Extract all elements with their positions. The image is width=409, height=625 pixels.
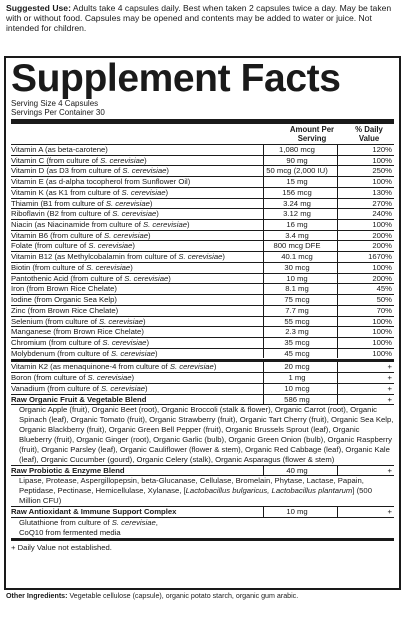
nutrient-dv: 100%: [372, 177, 392, 187]
blend-dv: +: [387, 507, 392, 517]
nutrient-row: [11, 251, 394, 262]
nutrient-name: Niacin (as Niacinamide from culture of S. cerevisiae): [11, 220, 190, 230]
nutrient-dv: 270%: [372, 198, 392, 208]
nutrient-name: Chromium (from culture of S. cerevisiae): [11, 337, 149, 347]
blend-name: Raw Organic Fruit & Vegetable Blend: [11, 394, 147, 404]
blend-row: [11, 465, 394, 476]
nutrient-amount: 1 mg: [288, 373, 306, 383]
nutrient-dv: 200%: [372, 241, 392, 251]
nutrient-amount: 10 mg: [286, 273, 308, 283]
nutrient-dv: 120%: [372, 145, 392, 154]
nutrient-name: Molybdenum (from culture of S. cerevisiae): [11, 348, 158, 358]
nutrient-amount: 40.1 mcg: [281, 252, 313, 262]
footnote: + Daily Value not established.: [11, 538, 394, 555]
dv-header: [346, 126, 392, 143]
nutrient-name: Folate (from culture of S. cerevisiae): [11, 241, 135, 251]
nutrient-dv: 100%: [372, 327, 392, 337]
nutrient-amount: 10 mcg: [284, 383, 310, 393]
nutrient-row: [11, 316, 394, 327]
nutrient-name: Vitamin C (from culture of S. cerevisiae): [11, 155, 147, 165]
nutrient-amount: 16 mg: [286, 220, 308, 230]
nutrient-row: [11, 219, 394, 230]
nutrient-row: [11, 262, 394, 273]
nutrient-amount: 8.1 mg: [285, 284, 309, 294]
nutrient-row: [11, 273, 394, 284]
nutrient-dv: 1670%: [368, 252, 392, 262]
nutrient-amount: 55 mcg: [284, 316, 310, 326]
nutrient-name: Vitamin K2 (as menaquinone-4 from culture of S. cerevisiae): [11, 362, 217, 372]
nutrient-dv: +: [387, 383, 392, 393]
nutrient-dv: 70%: [376, 305, 392, 315]
nutrient-name: Vanadium (from culture of S. cerevisiae): [11, 383, 148, 393]
nutrient-amount: 156 mcg: [282, 187, 312, 197]
nutrient-amount: 1,080 mcg: [279, 145, 315, 154]
suggested-use-label: Suggested Use:: [6, 3, 71, 13]
blend-row: [11, 394, 394, 405]
nutrient-name: Iron (from Brown Rice Chelate): [11, 284, 117, 294]
nutrient-name: Manganese (from Brown Rice Chelate): [11, 327, 144, 337]
nutrient-dv: +: [387, 362, 392, 372]
nutrient-name: Thiamin (B1 from culture of S. cerevisiae): [11, 198, 153, 208]
nutrient-amount: 7.7 mg: [285, 305, 309, 315]
nutrient-row: [11, 230, 394, 241]
nutrient-dv: 100%: [372, 337, 392, 347]
nutrient-row: [11, 176, 394, 187]
nutrient-amount: 20 mcg: [284, 362, 310, 372]
nutrient-amount: 50 mcg (2,000 IU): [266, 166, 328, 176]
nutrient-name: Pantothenic Acid (from culture of S. cerevisiae): [11, 273, 171, 283]
nutrient-row: [11, 326, 394, 337]
nutrient-row: [11, 348, 394, 359]
blend-amount: 586 mg: [284, 394, 310, 404]
nutrient-row: [11, 362, 394, 372]
blend-dv: +: [387, 465, 392, 475]
nutrient-name: Boron (from culture of S. cerevisiae): [11, 373, 135, 383]
nutrient-row: [11, 187, 394, 198]
nutrient-dv: 240%: [372, 209, 392, 219]
nutrient-dv: 250%: [372, 166, 392, 176]
nutrient-dv: 50%: [376, 295, 392, 305]
nutrient-row: [11, 165, 394, 176]
nutrient-dv: 200%: [372, 273, 392, 283]
blend-name: Raw Antioxidant & Immune Support Complex: [11, 507, 177, 517]
nutrient-amount: 90 mg: [286, 155, 308, 165]
blend-name: Raw Probiotic & Enzyme Blend: [11, 465, 125, 475]
amount-header-line2: Serving: [297, 133, 327, 143]
suggested-use: [6, 3, 404, 34]
nutrient-name: Riboflavin (B2 from culture of S. cerevisiae): [11, 209, 159, 219]
dv-header-line2: Value: [358, 133, 380, 143]
nutrient-dv: +: [387, 373, 392, 383]
nutrient-amount: 30 mcg: [284, 262, 310, 272]
nutrient-dv: 100%: [372, 155, 392, 165]
nutrient-row: [11, 208, 394, 219]
nutrient-name: Iodine (from Organic Sea Kelp): [11, 295, 117, 305]
nutrient-row: [11, 198, 394, 209]
nutrient-name: Vitamin A (as beta-carotene): [11, 145, 108, 154]
nutrient-dv: 45%: [376, 284, 392, 294]
suggested-use-text: Adults take 4 capsules daily. Best when taken 2 capsules twice a day. May be taken with or without food. Capsules may be opened and contents may be added to water or juice. Not intended for children.: [6, 3, 392, 34]
nutrient-row: [11, 155, 394, 166]
nutrient-row: [11, 294, 394, 305]
nutrient-dv: 100%: [372, 316, 392, 326]
nutrient-dv: 100%: [372, 220, 392, 230]
nutrient-amount: 75 mcg: [284, 295, 310, 305]
nutrient-name: Selenium (from culture of S. cerevisiae): [11, 316, 146, 326]
other-ingredients: [6, 592, 404, 601]
nutrient-name: Vitamin E (as d-alpha tocopherol from Sunflower Oil): [11, 177, 191, 187]
nutrient-amount: 35 mcg: [284, 337, 310, 347]
nutrient-row: [11, 305, 394, 316]
nutrient-dv: 100%: [372, 262, 392, 272]
blend-dv: +: [387, 394, 392, 404]
nutrient-name: Zinc (from Brown Rice Chelate): [11, 305, 119, 315]
nutrient-row: [11, 283, 394, 294]
amount-header: [282, 126, 342, 143]
nutrient-list-2: [11, 362, 394, 393]
nutrient-dv: 200%: [372, 230, 392, 240]
panel-title: Supplement Facts: [11, 57, 341, 100]
servings-per-container: Servings Per Container 30: [11, 108, 105, 117]
blend-ingredients: Lipase, Protease, Aspergillopepsin, beta-Glucanase, Cellulase, Bromelain, Phytase, Lactase, Papain, Peptidase, Pectinase, Hemicellulase, Xylanase, [Lactobacillus bulgaricus, Lactobacillus plantarum] (500 Million CFU): [11, 475, 394, 506]
nutrient-amount: 3.4 mg: [285, 230, 309, 240]
nutrient-name: Biotin (from culture of S. cerevisiae): [11, 262, 133, 272]
nutrient-dv: 130%: [372, 187, 392, 197]
nutrient-name: Vitamin D (as D3 from culture of S. cerevisiae): [11, 166, 169, 176]
nutrient-amount: 800 mcg DFE: [273, 241, 321, 251]
serving-size: Serving Size 4 Capsules: [11, 99, 99, 108]
nutrient-row: [11, 372, 394, 383]
nutrient-row: [11, 383, 394, 394]
nutrient-row: [11, 337, 394, 348]
nutrient-name: Vitamin B6 (from culture of S. cerevisiae): [11, 230, 151, 240]
nutrient-amount: 15 mg: [286, 177, 308, 187]
blend-row: [11, 506, 394, 517]
other-ingredients-text: Vegetable cellulose (capsule), organic potato starch, organic gum arabic.: [67, 592, 299, 600]
blend-amount: 40 mg: [286, 465, 308, 475]
blend-amount: 10 mg: [286, 507, 308, 517]
other-ingredients-label: Other Ingredients:: [6, 592, 68, 600]
amount-header-line1: Amount Per: [289, 125, 335, 134]
blend-ingredients: Organic Apple (fruit), Organic Beet (root), Organic Broccoli (stalk & flower), Organic Carrot (root), Organic Spinach (leaf), Organic Tomato (fruit), Organic Strawberry (fruit), Organic Tart Cherry (fruit), Organic Sea Kelp, Organic Blackberry (fruit), Organic Green Bell Pepper (fruit), Organic Brussels Sprout (leaf), Organic Blueberry (fruit), Organic Ginger (root), Organic Garlic (bulb), Organic Green Onion (bulb), Organic Raspberry (fruit), Organic Parsley (leaf), Organic Cauliflower (flower & stem), Organic Red Cabbage (leaf), Organic Kale (leaf), Organic Cucumber (gourd), Organic Celery (stalk), Organic Asparagus (flower & stem): [11, 404, 394, 464]
nutrient-list: [11, 144, 394, 358]
nutrient-dv: 100%: [372, 348, 392, 358]
nutrient-amount: 3.12 mg: [283, 209, 311, 219]
blend-ingredients: Glutathione from culture of S. cerevisiae, CoQ10 from fermented media: [11, 517, 394, 538]
supplement-facts-panel: [4, 56, 401, 590]
nutrient-amount: 3.24 mg: [283, 198, 311, 208]
blend-list: [11, 394, 394, 538]
nutrient-name: Vitamin B12 (as Methylcobalamin from culture of S. cerevisiae): [11, 252, 225, 262]
column-header: [11, 124, 394, 144]
nutrient-amount: 2.3 mg: [285, 327, 309, 337]
dv-header-line1: % Daily: [355, 125, 383, 134]
nutrient-row: [11, 144, 394, 155]
nutrient-amount: 45 mcg: [284, 348, 310, 358]
nutrient-row: [11, 240, 394, 251]
nutrient-name: Vitamin K (as K1 from culture of S. cerevisiae): [11, 187, 169, 197]
